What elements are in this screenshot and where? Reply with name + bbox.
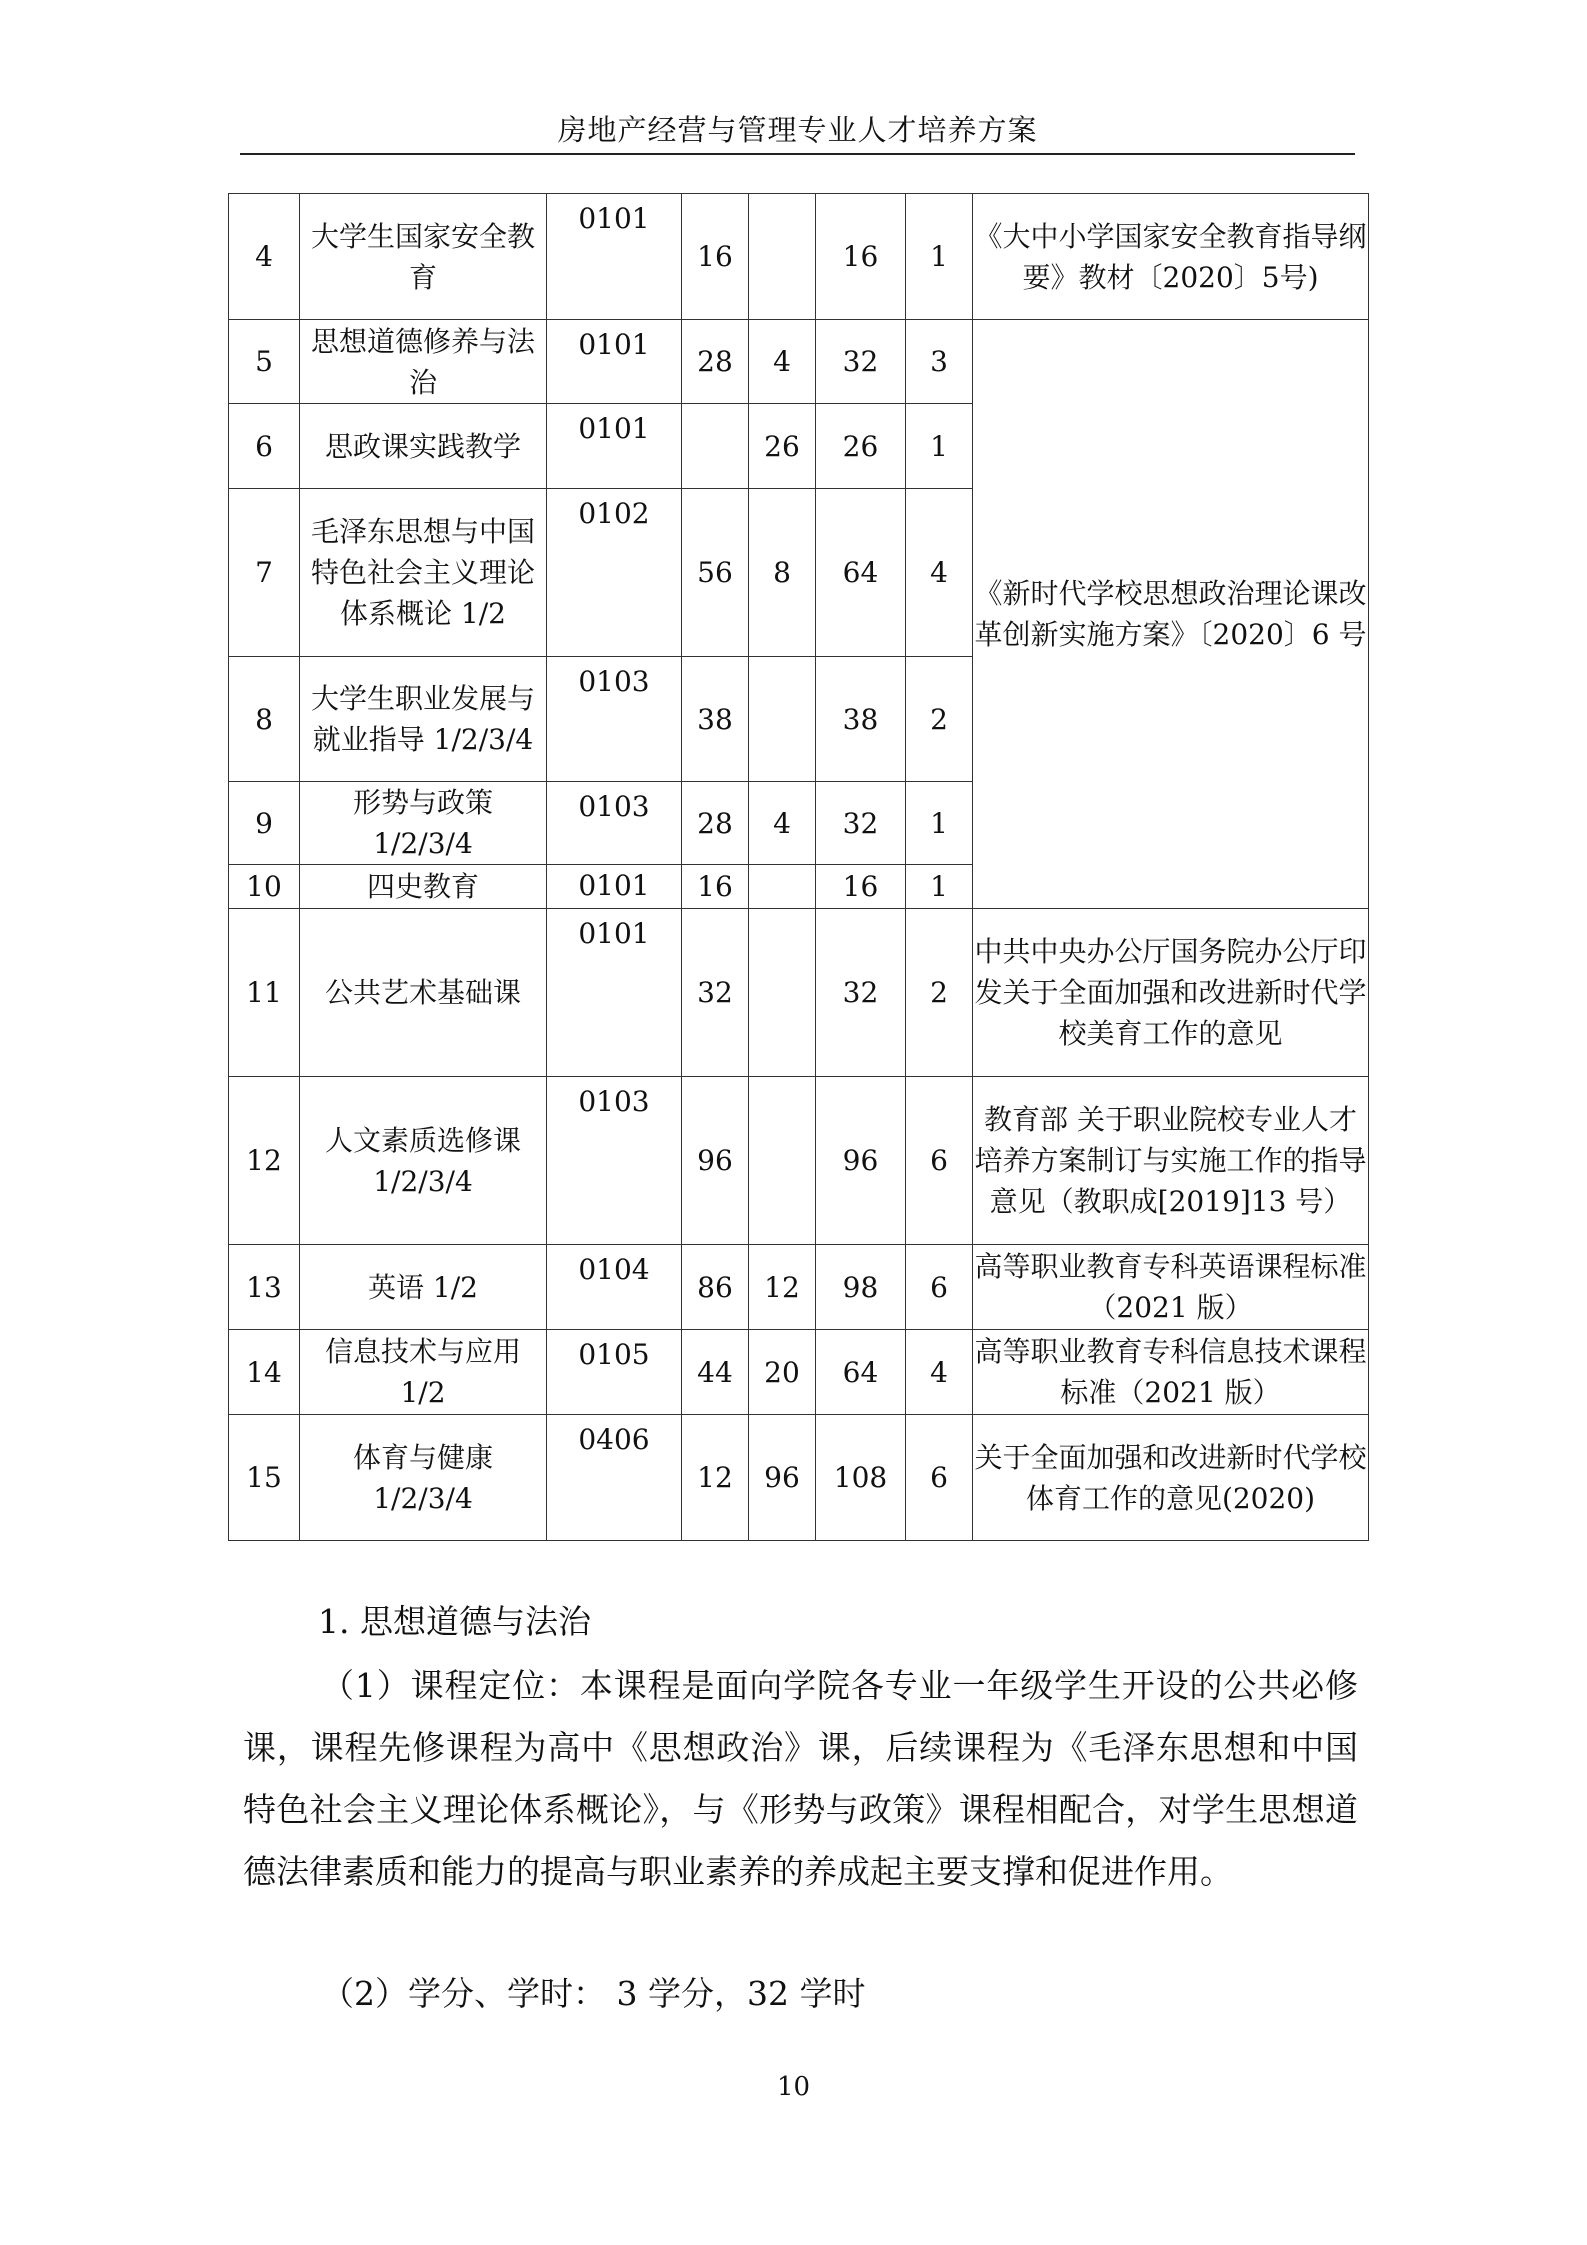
course-basis: 高等职业教育专科信息技术课程标准（2021 版） [973, 1330, 1369, 1415]
practice-hours: 26 [749, 404, 816, 489]
total-hours: 16 [816, 194, 906, 320]
credits: 4 [906, 489, 973, 657]
practice-hours: 4 [749, 782, 816, 865]
practice-hours: 20 [749, 1330, 816, 1415]
row-number: 5 [229, 320, 300, 404]
course-code: 0101 [547, 865, 682, 909]
practice-hours: 4 [749, 320, 816, 404]
table-row [229, 320, 1369, 404]
credits: 2 [906, 657, 973, 782]
course-code: 0103 [547, 657, 682, 782]
course-name: 形势与政策 1/2/3/4 [300, 782, 547, 865]
row-number: 6 [229, 404, 300, 489]
total-hours: 16 [816, 865, 906, 909]
merged-course-basis: 《新时代学校思想政治理论课改革创新实施方案》〔2020〕6 号 [973, 320, 1369, 909]
course-name: 毛泽东思想与中国特色社会主义理论体系概论 1/2 [300, 489, 547, 657]
theory-hours: 16 [682, 194, 749, 320]
course-name: 公共艺术基础课 [300, 909, 547, 1077]
course-basis: 关于全面加强和改进新时代学校体育工作的意见(2020) [973, 1415, 1369, 1541]
row-number: 15 [229, 1415, 300, 1541]
course-code: 0103 [547, 1077, 682, 1245]
credits: 1 [906, 404, 973, 489]
practice-hours: 96 [749, 1415, 816, 1541]
credits: 1 [906, 865, 973, 909]
course-name: 思政课实践教学 [300, 404, 547, 489]
total-hours: 98 [816, 1245, 906, 1330]
credits: 6 [906, 1245, 973, 1330]
theory-hours: 44 [682, 1330, 749, 1415]
total-hours: 64 [816, 489, 906, 657]
course-basis: 中共中央办公厅国务院办公厅印发关于全面加强和改进新时代学校美育工作的意见 [973, 909, 1369, 1077]
practice-hours [749, 865, 816, 909]
total-hours: 64 [816, 1330, 906, 1415]
theory-hours: 56 [682, 489, 749, 657]
course-positioning-paragraph: （1）课程定位：本课程是面向学院各专业一年级学生开设的公共必修课，课程先修课程为高中《思想政治》课，后续课程为《毛泽东思想和中国特色社会主义理论体系概论》，与《形势与政策》课程相配合，对学生思想道德法律素质和能力的提高与职业素养的养成起主要支撑和促进作用。 [243, 1666, 1358, 1891]
practice-hours [749, 194, 816, 320]
table-row [229, 1415, 1369, 1541]
total-hours: 26 [816, 404, 906, 489]
table-row [229, 909, 1369, 1077]
theory-hours: 12 [682, 1415, 749, 1541]
total-hours: 32 [816, 782, 906, 865]
course-table [228, 193, 1369, 1541]
page-number: 10 [776, 2072, 811, 2102]
credits: 1 [906, 194, 973, 320]
course-code: 0103 [547, 782, 682, 865]
credits: 3 [906, 320, 973, 404]
credits: 2 [906, 909, 973, 1077]
theory-hours: 28 [682, 320, 749, 404]
practice-hours [749, 657, 816, 782]
course-code: 0101 [547, 909, 682, 1077]
row-number: 7 [229, 489, 300, 657]
section-heading: 1. 思想道德与法治 [318, 1602, 591, 1641]
theory-hours: 38 [682, 657, 749, 782]
credits: 4 [906, 1330, 973, 1415]
credits: 1 [906, 782, 973, 865]
table-row [229, 1245, 1369, 1330]
course-name: 信息技术与应用 1/2 [300, 1330, 547, 1415]
course-code: 0105 [547, 1330, 682, 1415]
practice-hours [749, 909, 816, 1077]
course-code: 0406 [547, 1415, 682, 1541]
course-name: 人文素质选修课 1/2/3/4 [300, 1077, 547, 1245]
total-hours: 32 [816, 320, 906, 404]
course-name: 体育与健康 1/2/3/4 [300, 1415, 547, 1541]
theory-hours: 96 [682, 1077, 749, 1245]
course-code: 0104 [547, 1245, 682, 1330]
course-basis: 《大中小学国家安全教育指导纲要》教材〔2020〕5号) [973, 194, 1369, 320]
row-number: 12 [229, 1077, 300, 1245]
total-hours: 96 [816, 1077, 906, 1245]
header-divider [240, 153, 1355, 155]
course-name: 思想道德修养与法治 [300, 320, 547, 404]
course-name: 大学生职业发展与就业指导 1/2/3/4 [300, 657, 547, 782]
course-basis: 高等职业教育专科英语课程标准（2021 版） [973, 1245, 1369, 1330]
total-hours: 108 [816, 1415, 906, 1541]
course-code: 0101 [547, 404, 682, 489]
course-code: 0101 [547, 194, 682, 320]
theory-hours: 28 [682, 782, 749, 865]
row-number: 9 [229, 782, 300, 865]
row-number: 10 [229, 865, 300, 909]
total-hours: 32 [816, 909, 906, 1077]
page-header-title: 房地产经营与管理专业人才培养方案 [557, 113, 1038, 147]
row-number: 11 [229, 909, 300, 1077]
course-name: 英语 1/2 [300, 1245, 547, 1330]
course-name: 大学生国家安全教育 [300, 194, 547, 320]
table-row [229, 1330, 1369, 1415]
course-code: 0102 [547, 489, 682, 657]
row-number: 8 [229, 657, 300, 782]
theory-hours: 86 [682, 1245, 749, 1330]
practice-hours [749, 1077, 816, 1245]
theory-hours: 32 [682, 909, 749, 1077]
table-row [229, 1077, 1369, 1245]
table-row [229, 194, 1369, 320]
course-name: 四史教育 [300, 865, 547, 909]
credits: 6 [906, 1415, 973, 1541]
course-basis: 教育部 关于职业院校专业人才培养方案制订与实施工作的指导意见（教职成[2019]13 号） [973, 1077, 1369, 1245]
row-number: 14 [229, 1330, 300, 1415]
practice-hours: 12 [749, 1245, 816, 1330]
course-code: 0101 [547, 320, 682, 404]
credits-hours-paragraph: （2）学分、学时： 3 学分，32 学时 [321, 1974, 866, 2013]
row-number: 13 [229, 1245, 300, 1330]
practice-hours: 8 [749, 489, 816, 657]
theory-hours [682, 404, 749, 489]
total-hours: 38 [816, 657, 906, 782]
theory-hours: 16 [682, 865, 749, 909]
row-number: 4 [229, 194, 300, 320]
credits: 6 [906, 1077, 973, 1245]
